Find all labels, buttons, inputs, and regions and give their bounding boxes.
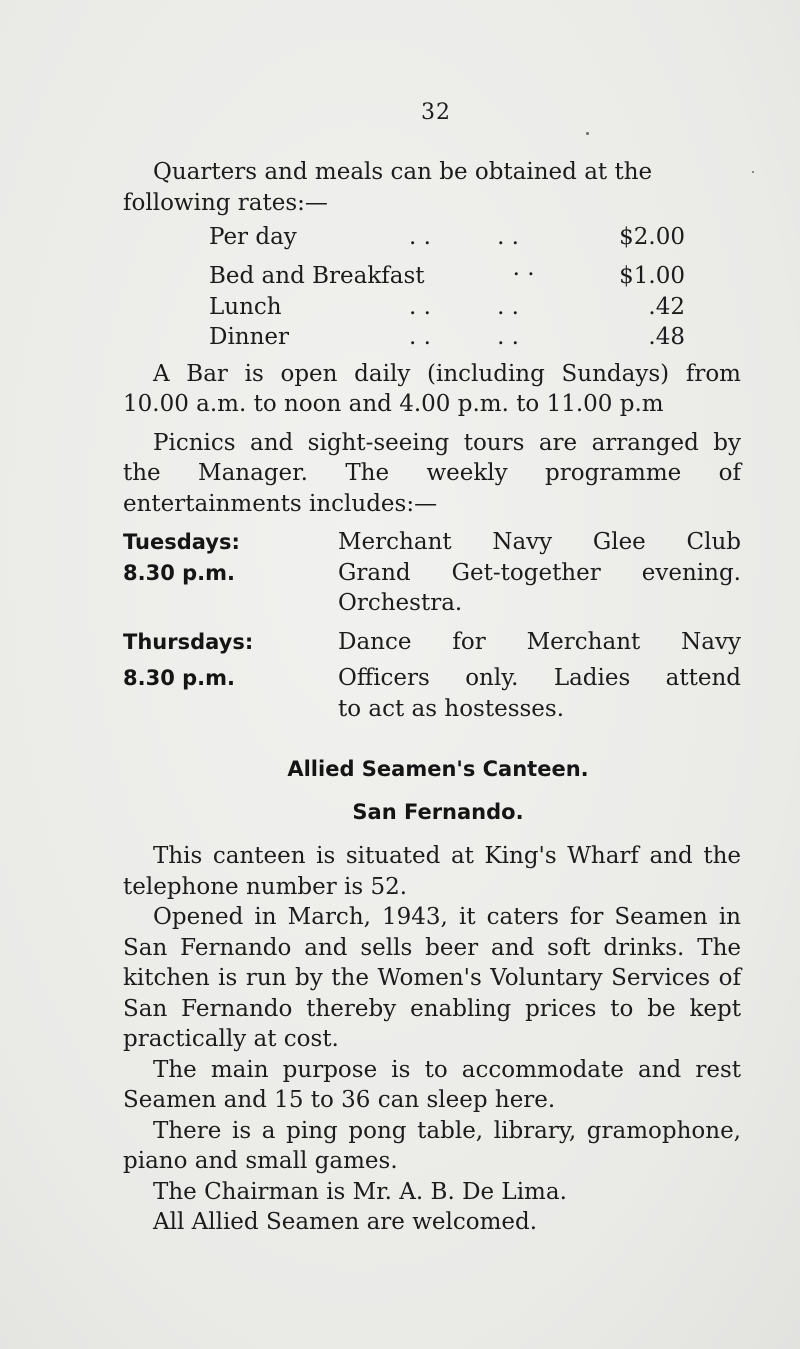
section-paragraph: Opened in March, 1943, it caters for Seamen in San Fernando and sells beer and soft drinks. The kitchen is run by the Women's Voluntary Services of San Fernando thereby enabling prices to be kept practically at cost. (123, 904, 741, 1052)
rates-table (209, 222, 685, 353)
schedule-time: 8.30 p.m. (123, 560, 235, 585)
rate-price: $1.00 (619, 263, 685, 289)
schedule-description (338, 627, 741, 725)
leader-dots: . . (497, 324, 519, 350)
schedule-time: 8.30 p.m. (123, 666, 235, 690)
schedule-day-column (123, 627, 338, 725)
schedule-line: Orchestra. (338, 590, 463, 616)
rate-row (209, 292, 685, 323)
section-paragraph: The main purpose is to accommodate and rest Seamen and 15 to 36 can sleep here. (123, 1056, 741, 1113)
rate-leader-dots (425, 253, 545, 284)
page-content (123, 100, 741, 1238)
schedule-line: Officers only. Ladies attend (338, 665, 741, 691)
schedule-day-column (123, 527, 338, 619)
rate-label: Dinner (209, 324, 290, 350)
rate-price: .42 (648, 293, 685, 320)
leader-dots: . . (409, 324, 431, 350)
section-title: Allied Seamen's Canteen. (287, 757, 589, 781)
schedule-day: Tuesdays: (123, 530, 240, 554)
schedule-line: Grand Get-together evening. (338, 559, 741, 586)
rate-label: Bed and Breakfast (209, 263, 425, 289)
section-paragraph: This canteen is situated at King's Wharf and the telephone number is 52. (123, 843, 741, 900)
intro-line-2: following rates:— (123, 189, 328, 216)
bar-paragraph: A Bar is open daily (including Sundays) from 10.00 a.m. to noon and 4.00 p.m. to 11.00 p.m (123, 360, 741, 417)
print-speck (752, 171, 754, 173)
schedule-day: Thursdays: (123, 629, 254, 654)
rate-row (209, 322, 685, 353)
schedule-entry-thursday (123, 627, 741, 725)
leader-dots: . . (512, 254, 535, 281)
rate-row (209, 222, 685, 253)
intro-paragraph (123, 157, 741, 218)
schedule-line: Merchant Navy Glee Club (338, 529, 741, 555)
rate-leader-dots (409, 292, 529, 323)
rate-leader-dots (409, 322, 529, 353)
section-paragraph: There is a ping pong table, library, gramophone, piano and small games. (123, 1117, 741, 1174)
intro-line-1: Quarters and meals can be obtained at the (153, 159, 653, 185)
leader-dots: . . (409, 293, 431, 320)
schedule-description (338, 527, 741, 619)
schedule-line: Dance for Merchant Navy (338, 628, 741, 655)
section-paragraph: All Allied Seamen are welcomed. (153, 1209, 538, 1235)
rate-price: .48 (648, 324, 685, 350)
leader-dots: . . (497, 224, 519, 250)
section-subtitle: San Fernando. (352, 800, 524, 824)
picnics-paragraph: Picnics and sight-seeing tours are arranged by the Manager. The weekly programme of entertainments includes:— (123, 429, 741, 517)
schedule-line: to act as hostesses. (338, 695, 565, 722)
page-number: 32 (421, 100, 451, 125)
rate-price: $2.00 (619, 224, 685, 250)
rate-label: Per day (209, 224, 297, 250)
rate-label: Lunch (209, 293, 282, 320)
schedule-entry-tuesday (123, 527, 741, 619)
section-paragraph: The Chairman is Mr. A. B. De Lima. (153, 1178, 567, 1205)
rate-row (209, 253, 685, 292)
rate-leader-dots (409, 222, 529, 253)
leader-dots: . . (497, 293, 519, 320)
leader-dots: . . (409, 224, 431, 250)
